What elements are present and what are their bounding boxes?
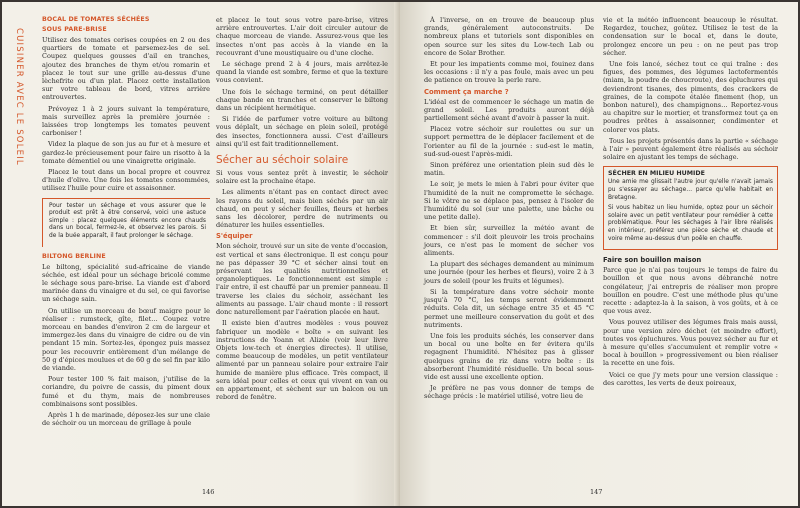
paragraph: La plupart des séchages demandent au minimum une journée (pour les herbes et fleurs), voire 2 à 3 jours de soleil (pour les fruits et légumes). [424, 260, 594, 285]
paragraph: Voici ce que j'y mets pour une version classique : des carottes, les verts de deux poireaux, [603, 370, 778, 387]
paragraph: Le biltong, spécialité sud-africaine de viande séchée, est idéal pour un séchage bricolé comme le séchage sous pare-brise. La viande est d'abord marinée dans du vinaigre et du sel, ce qui favorise un séchage sain. [42, 262, 210, 304]
paragraph: Je préfère ne pas vous donner de temps de séchage précis : le matériel utilisé, votre lieu de [424, 384, 594, 401]
paragraph: Les aliments n'étant pas en contact direct avec les rayons du soleil, mais bien séchés par un air chaud, on peut y sécher feuilles, fleurs et herbes sans les décolorer, perdre de nutriments ou dénaturer les huiles essentielles. [216, 188, 388, 230]
paragraph: Le séchage prend 2 à 4 jours, mais arrêtez-le quand la viande est sombre, ferme et que la texture vous convient. [216, 60, 388, 85]
paragraph: et placez le tout sous votre pare-brise, vitres arrière entrouvertes. L'air doit circuler autour de chaque morceau de viande. Assurez-vous que les insectes n'ont pas accès à la viande en la recouvrant d'une moustiquaire ou d'une cloche. [216, 16, 388, 57]
paragraph: L'idéal est de commencer le séchage un matin de grand soleil. Les produits auront déjà partiellement séché avant d'avoir à passer la nuit. [424, 97, 594, 123]
page-number: 147 [590, 488, 603, 496]
left-column-1 [42, 16, 210, 430]
paragraph: Sinon préférez une orientation plein sud dès le matin. [424, 161, 594, 178]
subsection-heading: S'équiper [216, 232, 253, 241]
paragraph: Pour tester 100 % fait maison, j'utilise de la coriandre, du poivre de cassis, du piment doux fumé et du thym, mais de nombreuses combinaisons sont possibles. [42, 375, 210, 408]
paragraph: Si vous vous sentez prêt à investir, le séchoir solaire est la prochaine étape. [216, 169, 388, 186]
paragraph: Tous les projets présentés dans la partie « séchage à l'air » peuvent également être réalisés au séchoir solaire en ajustant les temps de séchage. [603, 136, 778, 162]
paragraph: Parce que je n'ai pas toujours le temps de faire du bouillon et que nous avons débranché notre congélateur, j'ai entrepris de réaliser mon propre bouillon en poudre. C'est une méthode plus qu'une recette : adaptez-la à la saison, à vos goûts, et à ce que vous avez. [603, 266, 778, 316]
paragraph: Placez votre séchoir sur roulettes ou sur un support permettra de le déplacer facilement et de l'orienter au fil de la journée : sud-est le matin, sud-sud-ouest l'après-midi. [424, 125, 594, 158]
book-spread [2, 2, 798, 506]
paragraph: vie et la météo influencent beaucoup le résultat. Regardez, touchez, goûtez. Utilisez le test de la condensation sur le bocal et, dans le doute, prolongez encore un peu : on ne peut pas trop sécher. [603, 16, 778, 57]
paragraph: Après 1 h de marinade, déposez-les sur une claie de séchoir ou un morceau de grillage à poule [42, 411, 210, 428]
box-title: SÉCHER EN MILIEU HUMIDE [608, 170, 705, 178]
paragraph: Mon séchoir, trouvé sur un site de vente d'occasion, est vertical et sans électronique. Il est conçu pour ne pas dépasser 39 °C et sécher ainsi tout en préservant les qualités nutritionnelles et organoleptiques. Le fonctionnement est simple : l'air entre, il est chauffé par un premier panneau. Il traverse les claies du séchoir, asséchant les aliments au passage. L'air chaud monte : il ressort donc naturellement par l'aération placée en haut. [216, 242, 388, 317]
paragraph: Utilisez des tomates cerises coupées en 2 ou des quartiers de tomate et parsemez-les de sel. Coupez quelques gousses d'ail en tranches, ajoutez des branches de thym et/ou romarin et placez le tout sur une grille au-dessus d'une lèchefrite ou d'un plat. Placez cette installation sur votre tableau de bord, vitres arrière entrouvertes. [42, 36, 210, 102]
paragraph: Placez le tout dans un bocal propre et couvrez d'huile d'olive. Une fois les tomates consommées, utilisez l'huile pour cuire et assaisonner. [42, 168, 210, 193]
tip-box [42, 198, 210, 247]
paragraph: Et pour les impatients comme moi, fouinez dans les occasions : il n'y a pas foule, mais avec un peu de patience on trouve la perle rare. [424, 60, 594, 85]
subheading-biltong: BILTONG BERLINE [42, 252, 106, 260]
box-text: Si vous habitez un lieu humide, optez pour un séchoir solaire avec un petit ventilateur pour remédier à cette problématique. Pour les séchages à l'air libre réalisés en intérieur, préférez une pièce sèche et chaude et voire même au-dessus d'un poêle en chauffe. [608, 205, 773, 242]
humid-drying-box [603, 166, 778, 250]
paragraph: Le soir, je mets le mien à l'abri pour éviter que l'humidité de la nuit ne compromette le séchage. Si le vôtre ne se déplace pas, pensez à l'isoler de l'humidité du sol (sur une palette, une bâche ou une petite dalle). [424, 180, 594, 222]
subheading-pare-brise: SOUS PARE-BRISE [42, 26, 107, 33]
paragraph: Une fois le séchage terminé, on peut détailler chaque bande en tranches et conserver le biltong dans un récipient hermétique. [216, 87, 388, 113]
box-text: Une amie me glissait l'autre jour qu'elle n'avait jamais pu s'essayer au séchage… parce qu'elle habitait en Bretagne. [608, 179, 773, 201]
section-heading: Sécher au séchoir solaire [216, 154, 349, 167]
paragraph: On utilise un morceau de bœuf maigre pour le réaliser : rumsteck, gîte, filet… Coupez votre morceau en bandes d'environ 2 cm de largeur et immergez-les dans du vinaigre de cidre ou de vin pendant 15 min. Sortez-les, épongez puis massez pour les recouvrir entièrement d'un mélange de 50 g d'épices moulues et de 60 g de sel fin par kilo de viande. [42, 306, 210, 373]
paragraph: Et bien sûr, surveillez la météo avant de commencer : s'il doit pleuvoir les trois prochains jours, ce n'est pas le moment de sécher vos aliments. [424, 224, 594, 258]
paragraph: Vous pouvez utiliser des légumes frais mais aussi, pour une version zéro déchet (et moindre effort), toutes vos épluchures. Vous pouvez sécher au fur et à mesure qu'elles s'accumulent et remplir votre « bocal à bouillon » progressivement ou bien réaliser la recette en une fois. [603, 318, 778, 368]
recipe-heading: Faire son bouillon maison [603, 256, 702, 265]
paragraph: Videz la plaque de son jus au fur et à mesure et gardez-le précieusement pour faire un risotto à la tomate démentiel ou une vinaigrette originale. [42, 140, 210, 165]
tip-text: Pour tester un séchage et vous assurer que le produit est prêt à être conservé, voici une astuce simple : placez quelques éléments encore chauds dans un bocal, fermez-le, et observez les parois. Si de la buée apparaît, il faut prolonger le séchage. [49, 202, 206, 240]
running-title: CUISINER AVEC LE SOLEIL [14, 28, 24, 166]
paragraph: Prévoyez 1 à 2 jours suivant la température, mais surveillez après la première journée : laissées trop longtemps les tomates peuvent carboniser ! [42, 104, 210, 138]
subheading-bocal: BOCAL DE TOMATES SÉCHÉES [42, 16, 150, 23]
paragraph: À l'inverse, on en trouve de beaucoup plus grands, généralement autoconstruits. De nombreux plans et tutoriels sont disponibles en open source sur les sites du Low-tech Lab ou encore de Solar Brother. [424, 16, 594, 57]
paragraph: Si l'idée de parfumer votre voiture au biltong vous déplaît, un séchage en plein soleil, protégé des insectes, fonctionnera aussi. C'est d'ailleurs ainsi qu'il est fait traditionnellement. [216, 115, 388, 148]
paragraph: Une fois lancé, séchez tout ce qui traîne : des figues, des pommes, des légumes lactofermentés (miam, la poudre de choucroute), des épluchures qui deviendront tisanes, des piments, des crackers de graines, de la compote étalée finement (hop, un bonbon naturel), des champignons… Reportez-vous au chapitre sur le mortier, et transformez tout ça en poudres prêtes à assaisonner, condimenter et colorer vos plats. [603, 60, 778, 134]
page-number: 146 [202, 488, 215, 496]
paragraph: Si la température dans votre séchoir monte jusqu'à 70 °C, les temps seront évidemment réduits. Cela dit, un séchage entre 35 et 45 °C permet une meilleure conservation du goût et des nutriments. [424, 287, 594, 329]
right-page [400, 2, 798, 506]
paragraph: Une fois les produits séchés, les conserver dans un bocal ou une boîte en fer évitera qu'ils regagnent l'humidité. N'hésitez pas à glisser quelques grains de riz dans votre boîte : ils absorberont l'humidité résiduelle. Un bocal sous-vide est aussi une excellente option. [424, 331, 594, 381]
right-column-1 [424, 16, 594, 404]
left-page [2, 2, 400, 506]
left-column-2 [216, 16, 388, 404]
paragraph: Il existe bien d'autres modèles : vous pouvez fabriquer un modèle « boîte » en suivant les instructions de Yoann et Alizée (voir leur livre Objets low-tech et énergies directes). Il utilise, comme beaucoup de modèles, un petit ventilateur alimenté par un panneau solaire pour extraire l'air humide de manière plus efficace. Très compact, il sera idéal pour celles et ceux qui vivent en van ou en appartement, et sèchent sur un balcon ou un rebord de fenêtre. [216, 319, 388, 402]
right-column-2 [603, 16, 778, 390]
subsection-heading: Comment ça marche ? [424, 87, 509, 96]
